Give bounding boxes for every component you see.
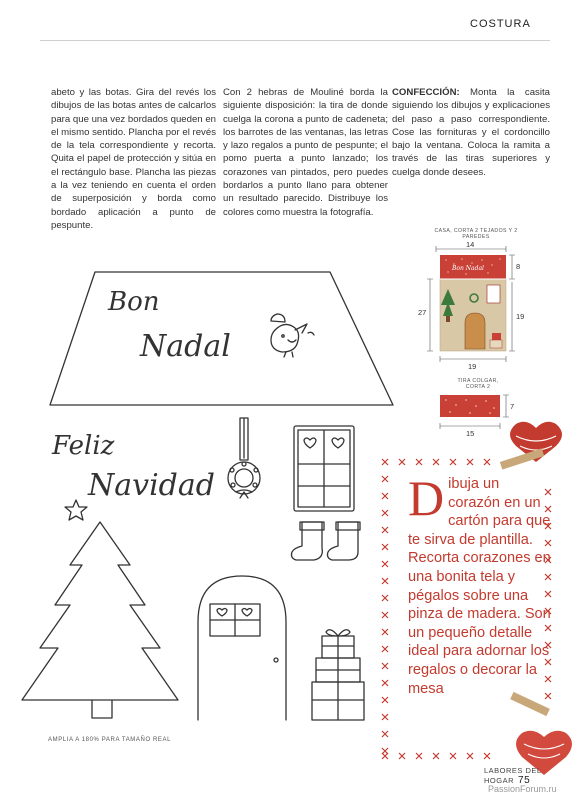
border-x-mark (433, 459, 439, 465)
strip-diagram (440, 395, 509, 429)
border-x-mark (382, 459, 388, 465)
magazine-name: LABORES DEL HOGAR (484, 766, 542, 785)
text-column-1: abeto y las botas. Gira del revés los dibujos de las botas antes de calcarlos para que una vez bordados queden en el mismo sentido. Plancha por el revés de la tela correspondiente y recorta. Quita el papel de protección y sitúa en el rectángulo base. Plancha las piezas a la vez teniendo en cuenta el orden de superposición y borda como bordado aplicación a punto de pespunte. (51, 87, 216, 231)
border-x-mark (399, 753, 405, 759)
border-x-mark (382, 578, 388, 584)
dropcap: D (408, 470, 445, 526)
border-x-mark (450, 753, 456, 759)
border-x-mark (382, 561, 388, 567)
heart-peg-icon (500, 422, 562, 470)
border-x-mark (382, 493, 388, 499)
border-x-mark (416, 459, 422, 465)
border-x-mark (433, 753, 439, 759)
border-x-mark (382, 663, 388, 669)
window-icon (294, 426, 354, 511)
border-x-mark (467, 459, 473, 465)
wall-text-navidad: Navidad (88, 468, 215, 503)
border-x-mark (382, 595, 388, 601)
border-x-mark (382, 714, 388, 720)
border-x-mark (382, 476, 388, 482)
border-x-mark (382, 697, 388, 703)
border-x-mark (467, 753, 473, 759)
confeccion-text: Monta la casita siguiendo los dibujos y explicaciones del paso a paso correspondiente. Cose las fornituras y el cordoncillo bajo la ventana. Coloca la ramita a través de las tiras superiores y cuelga donde desees. (392, 87, 550, 178)
wreath-icon (228, 418, 260, 498)
heart-peg-icon-2 (510, 692, 572, 775)
dim-right-top: 8 (516, 262, 521, 271)
section-header: COSTURA (470, 18, 531, 30)
star-icon (65, 500, 87, 520)
house-diagram-label: CASA, CORTA 2 TEJADOS Y 2 PAREDES (434, 228, 518, 240)
border-x-mark (382, 629, 388, 635)
border-x-mark (382, 612, 388, 618)
border-x-mark (382, 527, 388, 533)
border-x-mark (484, 753, 490, 759)
dim-left: 27 (418, 308, 427, 317)
heart-tip-callout (408, 470, 554, 698)
border-x-mark (382, 748, 388, 754)
strip-dim-height: 7 (510, 402, 515, 411)
border-x-mark (382, 510, 388, 516)
border-x-mark (450, 459, 456, 465)
boots-icon (292, 522, 361, 560)
bird-icon (271, 314, 314, 357)
dim-right: 19 (516, 312, 525, 321)
watermark: PassionForum.ru (488, 784, 557, 794)
border-x-mark (399, 459, 405, 465)
house-mini-text: Bon Nadal (452, 265, 484, 272)
callout-text: ibuja un corazón en un cartón para que te sirva de plantilla. Recorta corazones en una bonita tela y pégalos sobre una pinza de madera. Son un pequeño detalle ideal para adornar los regalos o decorar la mesa (408, 476, 551, 697)
enlarge-note: AMPLIA A 180% PARA TAMAÑO REAL (48, 737, 172, 743)
border-x-mark (382, 731, 388, 737)
border-x-mark (484, 459, 490, 465)
tree-icon (22, 522, 178, 718)
border-x-mark (382, 544, 388, 550)
border-x-mark (416, 753, 422, 759)
border-x-mark (382, 646, 388, 652)
house-diagram (427, 246, 515, 362)
door-icon (198, 576, 286, 720)
dim-bottom: 19 (468, 362, 477, 371)
confeccion-heading: CONFECCIÓN: (392, 87, 460, 98)
border-x-mark (382, 680, 388, 686)
dim-top: 14 (466, 240, 475, 249)
roof-text-nadal: Nadal (140, 329, 231, 364)
gifts-icon (312, 630, 364, 720)
text-column-2: Con 2 hebras de Mouliné borda la siguiente disposición: la tira de donde cuelga la corona a punto de cadeneta; los barrotes de las ventanas, las letras y lazo regalos a punto de pespunte; el pomo puerta a punto lanzado; los corazones van pintados, pero puedes bordarlos a punto llano para obtener un resultado parecido. Distribuye los colores como muestra la fotografía. (223, 87, 388, 218)
wall-text-feliz: Feliz (52, 431, 115, 461)
strip-diagram-label: TIRA COLGAR, CORTA 2 (457, 378, 499, 390)
strip-dim-width: 15 (466, 429, 475, 438)
page-footer (484, 766, 588, 786)
page-number: 75 (518, 775, 531, 786)
roof-text-bon: Bon (108, 287, 160, 317)
